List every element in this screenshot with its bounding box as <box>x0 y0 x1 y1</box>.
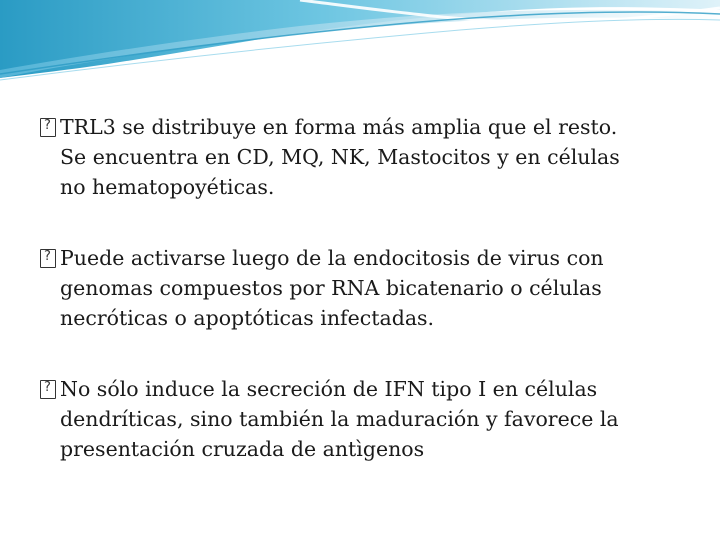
bullet-text: TRL3 se distribuye en forma más amplia que el resto. Se encuentra en CD, MQ, NK, Mastocitos y en células no hematopoyéticas. <box>60 115 620 199</box>
header-wave-decoration <box>0 0 720 90</box>
replacement-char-icon <box>40 380 56 399</box>
bullet-item <box>38 243 698 333</box>
bullet-text: Puede activarse luego de la endocitosis de virus con genomas compuestos por RNA bicatenario o células necróticas o apoptóticas infectadas. <box>60 246 604 330</box>
bullet-text: No sólo induce la secreción de IFN tipo I en células dendríticas, sino también la maduración y favorece la presentación cruzada de antìgenos <box>60 377 619 461</box>
slide-content <box>38 112 698 505</box>
replacement-char-icon <box>40 249 56 268</box>
bullet-item <box>38 112 698 202</box>
replacement-char-icon <box>40 118 56 137</box>
bullet-item <box>38 374 698 464</box>
